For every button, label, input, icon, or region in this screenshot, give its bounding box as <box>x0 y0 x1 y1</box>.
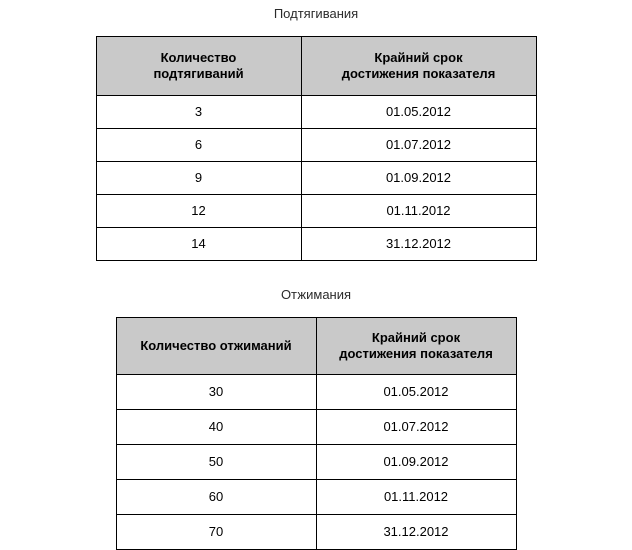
cell-count: 70 <box>116 515 316 550</box>
table-row <box>96 228 536 261</box>
column-header-count-line2: подтягиваний <box>153 66 244 81</box>
column-header-deadline-line1: Крайний срок <box>371 330 461 345</box>
pushups-table <box>116 317 517 550</box>
cell-deadline: 01.09.2012 <box>316 445 516 480</box>
cell-deadline: 01.11.2012 <box>301 195 536 228</box>
cell-count: 30 <box>116 375 316 410</box>
cell-deadline: 01.07.2012 <box>301 129 536 162</box>
document-page <box>0 6 632 539</box>
cell-count: 9 <box>96 162 301 195</box>
column-header-deadline-line1: Крайний срок <box>374 50 463 65</box>
cell-deadline: 01.11.2012 <box>316 480 516 515</box>
pushups-table-body <box>116 375 516 550</box>
cell-count: 12 <box>96 195 301 228</box>
section-pushups-table-wrap <box>0 317 632 550</box>
cell-count: 60 <box>116 480 316 515</box>
cell-deadline: 31.12.2012 <box>301 228 536 261</box>
column-header-deadline <box>316 318 516 375</box>
table-row <box>96 96 536 129</box>
cell-count: 50 <box>116 445 316 480</box>
table-header-row <box>96 37 536 96</box>
column-header-count: Количество отжиманий <box>116 318 316 375</box>
column-header-count <box>96 37 301 96</box>
column-header-count-line1: Количество <box>160 50 237 65</box>
cell-deadline: 01.05.2012 <box>316 375 516 410</box>
cell-count: 40 <box>116 410 316 445</box>
table-row <box>116 515 516 550</box>
section-pullups-table-wrap <box>0 36 632 261</box>
pullups-table <box>96 36 537 261</box>
column-header-deadline-line2: достижения показателя <box>341 66 496 81</box>
cell-deadline: 01.09.2012 <box>301 162 536 195</box>
pushups-table-head <box>116 318 516 375</box>
table-header-row <box>116 318 516 375</box>
table-row <box>96 195 536 228</box>
pullups-table-body <box>96 96 536 261</box>
table-row <box>96 162 536 195</box>
column-header-deadline-line2: достижения показателя <box>339 346 493 361</box>
table-row <box>96 129 536 162</box>
section-title-pullups: Подтягивания <box>273 6 359 21</box>
section-pullups-title-wrap <box>0 6 632 22</box>
cell-count: 6 <box>96 129 301 162</box>
pullups-table-head <box>96 37 536 96</box>
column-header-deadline <box>301 37 536 96</box>
cell-deadline: 31.12.2012 <box>316 515 516 550</box>
table-row <box>116 480 516 515</box>
section-pushups-title-wrap <box>0 287 632 303</box>
section-title-pushups: Отжимания <box>280 287 352 302</box>
cell-deadline: 01.05.2012 <box>301 96 536 129</box>
cell-deadline: 01.07.2012 <box>316 410 516 445</box>
cell-count: 14 <box>96 228 301 261</box>
table-row <box>116 375 516 410</box>
table-row <box>116 445 516 480</box>
cell-count: 3 <box>96 96 301 129</box>
table-row <box>116 410 516 445</box>
